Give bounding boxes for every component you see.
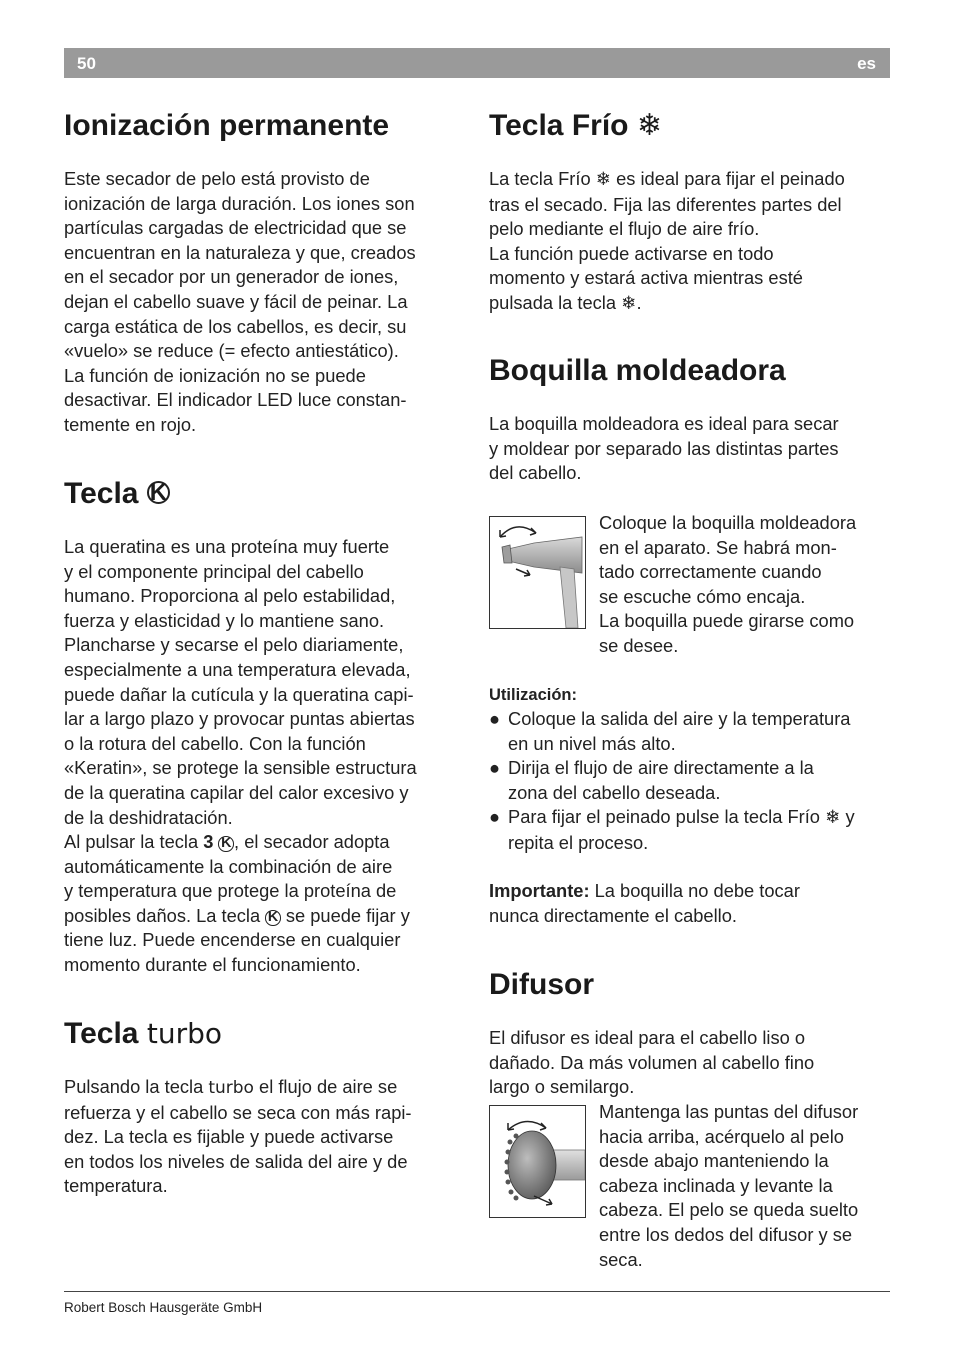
difusor-body: El difusor es ideal para el cabello liso o dañado. Da más volumen al cabello fino largo o semilargo. [489,1027,815,1098]
snowflake-icon: ❄ [636,108,662,143]
tecla-frio-body: La tecla Frío ❄ es ideal para fijar el peinado tras el secado. Fija las diferentes partes del pelo mediante el flujo de aire frío. La función puede activarse en todo momento y estará activa mientras esté pulsada la tecla ❄. [489,168,845,314]
nozzle-illustration [489,516,586,629]
footer-divider [64,1291,890,1292]
keratin-k-icon: K [265,910,281,926]
tecla-k-body: La queratina es una proteína muy fuerte y el componente principal del cabello humano. Proporciona al pelo estabilidad, fuerza y elasticidad y lo mantiene sano. Plancharse y secarse el pelo diariamente, especialmente a una temperatura elevada, puede dañar la cutícula y la queratina capi- lar a largo plazo y provocar puntas abiertas o la rotura del cabello. Con la función «Keratin», se protege la sensible estructura de la queratina capilar del calor excesivo y de la deshidratación. [64,536,417,828]
language-code: es [857,54,876,73]
keratin-k-icon: K [147,481,170,504]
usage-list [489,707,891,856]
tecla-k-heading [64,477,170,511]
tecla-k-title: Tecla [64,477,139,510]
list-item: ● Para fijar el peinado pulse la tecla Frío ❄ y repita el proceso. [489,806,855,853]
snowflake-icon: ❄ [595,169,612,190]
page-number: 50 [77,54,96,73]
difusor-side-text: Mantenga las puntas del difusor hacia arriba, acérquelo al pelo desde abajo manteniendo la cabeza inclinada y levante la cabeza. El pelo se queda suelto entre los dedos del difusor y se seca. [599,1101,859,1270]
tecla-turbo-body: Pulsando la tecla turbo el flujo de aire se refuerza y el cabello se seca con más rapi- dez. La tecla es fijable y puede activarse en todos los niveles de salida del aire y de temperatura. [64,1076,412,1197]
boquilla-body: La boquilla moldeadora es ideal para secar y moldear por separado las distintas partes del cabello. [489,413,839,484]
boquilla-heading: Boquilla moldeadora [489,354,786,387]
diffuser-drawing-icon [490,1106,585,1217]
ionizacion-body: Este secador de pelo está provisto de ionización de larga duración. Los iones son partículas cargadas de electricidad que se encuentran en la naturaleza y que, creados en el secador por un generador de iones, dejan el cabello suave y fácil de peinar. La carga estática de los cabellos, es decir, su «vuelo» se reduce (= efecto antiestático). La función de ionización no se puede desactivar. El indicador LED luce constan- temente en rojo. [64,168,416,435]
tecla-turbo-heading: Tecla turbo [64,1017,222,1050]
tecla-frio-heading: Tecla Frío ❄ [489,108,662,143]
page-header-bar [64,48,890,78]
snowflake-icon: ❄ [825,807,841,829]
footer-company: Robert Bosch Hausgeräte GmbH [64,1300,263,1315]
list-item: ● Coloque la salida del aire y la temperatura en un nivel más alto. [489,708,851,754]
list-item: ● Dirija el flujo de aire directamente a la zona del cabello deseada. [489,757,814,803]
important-note: Importante: La boquilla no debe tocar nunca directamente el cabello. [489,880,800,926]
snowflake-icon: ❄ [621,292,637,314]
boquilla-side-text: Coloque la boquilla moldeadora en el aparato. Se habrá mon- tado correctamente cuando se escuche cómo encaja. La boquilla puede girarse como se desee. [599,512,857,656]
keratin-k-icon: K [218,836,234,852]
usage-label: Utilización: [489,686,578,704]
ionizacion-heading: Ionización permanente [64,109,390,142]
difusor-heading: Difusor [489,968,594,1001]
tecla-k-body-2: Al pulsar la tecla 3 K , el secador adopta automáticamente la combinación de aire y temperatura que protege la proteína de posibles daños. La tecla K se puede fijar y tiene luz. Puede encenderse en cualquier momento durante el funcionamiento. [64,831,410,975]
turbo-symbol: turbo [146,1017,222,1050]
diffuser-illustration [489,1105,586,1218]
nozzle-drawing-icon [490,517,585,628]
